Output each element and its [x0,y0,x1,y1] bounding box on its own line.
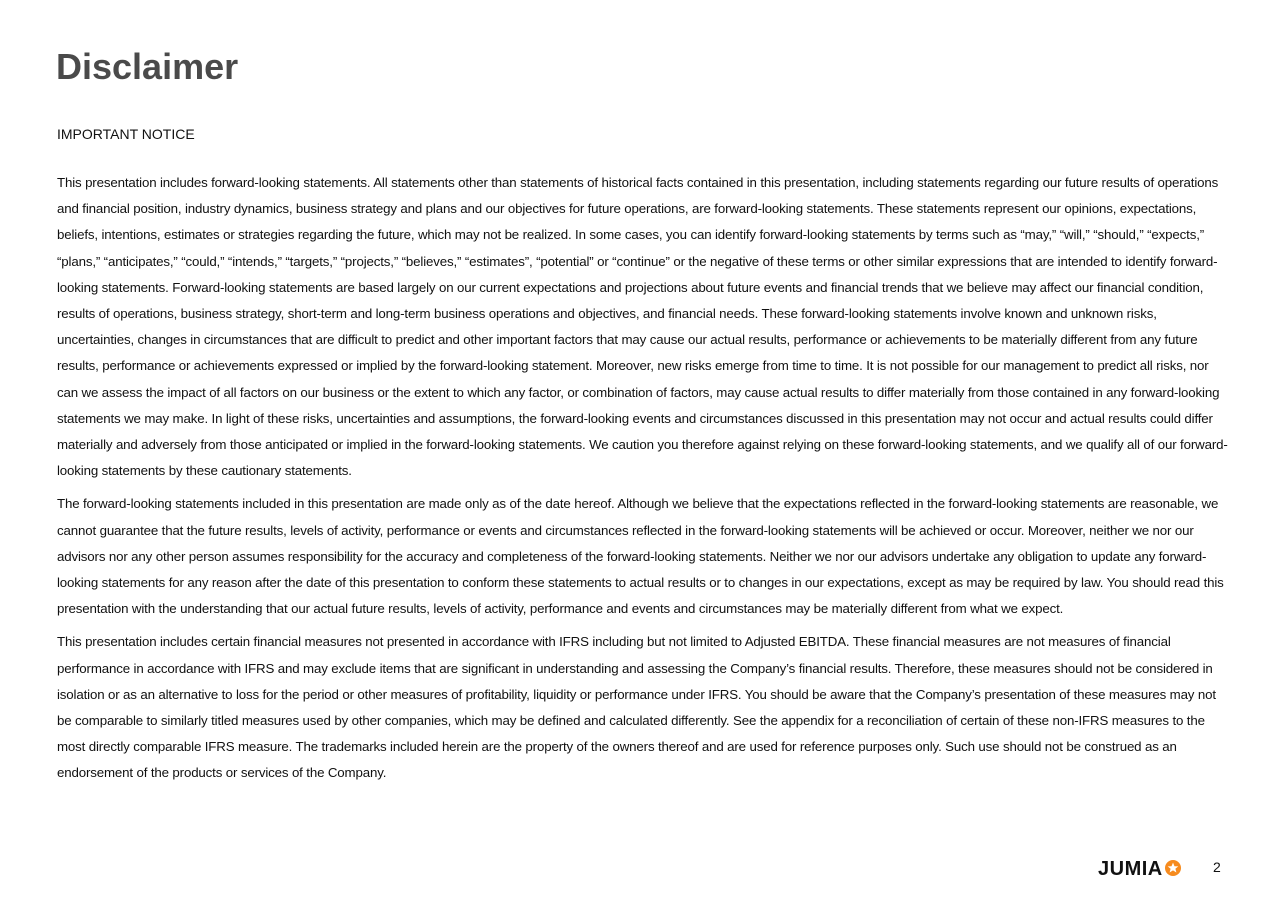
jumia-logo [1098,858,1181,880]
paragraph-forward-looking: This presentation includes forward-looking statements. All statements other than statements of historical facts contained in this presentation, including statements regarding our future results of operations and financial position, industry dynamics, business strategy and plans and our objectives for future operations, are forward-looking statements. These statements represent our opinions, expectations, beliefs, intentions, estimates or strategies regarding the future, which may not be realized. In some cases, you can identify forward-looking statements by terms such as “may,” “will,” “should,” “expects,” “plans,” “anticipates,” “could,” “intends,” “targets,” “projects,” “believes,” “estimates”, “potential” or “continue” or the negative of these terms or other similar expressions that are intended to identify forward-looking statements. Forward-looking statements are based largely on our current expectations and projections about future events and financial trends that we believe may affect our financial condition, results of operations, business strategy, short-term and long-term business operations and objectives, and financial needs. These forward-looking statements involve known and unknown risks, uncertainties, changes in circumstances that are difficult to predict and other important factors that may cause our actual results, performance or achievements to be materially different from any future results, performance or achievements expressed or implied by the forward-looking statement. Moreover, new risks emerge from time to time. It is not possible for our management to predict all risks, nor can we assess the impact of all factors on our business or the extent to which any factor, or combination of factors, may cause actual results to differ materially from those contained in any forward-looking statements we may make. In light of these risks, uncertainties and assumptions, the forward-looking events and circumstances discussed in this presentation may not occur and actual results could differ materially and adversely from those anticipated or implied in the forward-looking statements. We caution you therefore against relying on these forward-looking statements, and we qualify all of our forward-looking statements by these cautionary statements. [57,175,1228,479]
paragraph-expectations: The forward-looking statements included in this presentation are made only as of the date hereof. Although we believe that the expectations reflected in the forward-looking statements are reasonable, we cannot guarantee that the future results, levels of activity, performance or events and circumstances reflected in the forward-looking statements will be achieved or occur. Moreover, neither we nor our advisors nor any other person assumes responsibility for the accuracy and completeness of the forward-looking statements. Neither we nor our advisors undertake any obligation to update any forward-looking statements for any reason after the date of this presentation to conform these statements to actual results or to changes in our expectations, except as may be required by law. You should read this presentation with the understanding that our actual future results, levels of activity, performance and events and circumstances may be materially different from what we expect. [57,496,1224,617]
disclaimer-body [57,170,1229,794]
star-icon [1165,860,1181,876]
page-number: 2 [1213,859,1221,875]
logo-wordmark: JUMIA [1098,858,1163,880]
page-title: Disclaimer [56,46,239,87]
notice-heading: IMPORTANT NOTICE [57,126,195,142]
paragraph-ifrs-measures: This presentation includes certain financial measures not presented in accordance with IFRS including but not limited to Adjusted EBITDA. These financial measures are not measures of financial performance in accordance with IFRS and may exclude items that are significant in understanding and assessing the Company’s financial results. Therefore, these measures should not be considered in isolation or as an alternative to loss for the period or other measures of profitability, liquidity or performance under IFRS. You should be aware that the Company’s presentation of these measures may not be comparable to similarly titled measures used by other companies, which may be defined and calculated differently. See the appendix for a reconciliation of certain of these non-IFRS measures to the most directly comparable IFRS measure. The trademarks included herein are the property of the owners thereof and are used for reference purposes only. Such use should not be construed as an endorsement of the products or services of the Company. [57,634,1216,781]
